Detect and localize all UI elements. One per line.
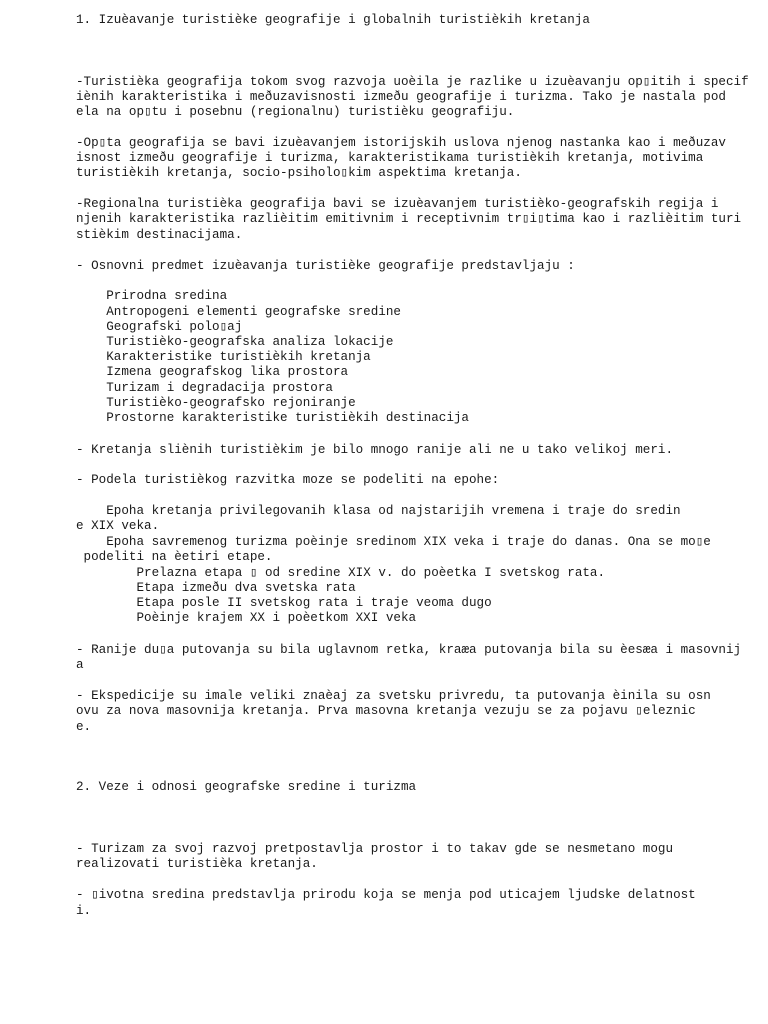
paragraph-line: isnost izmeðu geografije i turizma, karakteristikama turistièkih kretanja, motivima <box>76 151 704 165</box>
paragraph-line: njenih karakteristika razlièitim emitivnim i receptivnim tr▯i▯tima kao i razlièitim turi <box>76 212 742 226</box>
list-item: Prostorne karakteristike turistièkih destinacija <box>76 411 469 425</box>
list-item: Turistièko-geografsko rejoniranje <box>76 396 356 410</box>
section-heading: 1. Izuèavanje turistièke geografije i globalnih turistièkih kretanja <box>76 13 590 27</box>
list-item: Epoha savremenog turizma poèinje sredinom XIX veka i traje do danas. Ona se mo▯e <box>76 535 711 549</box>
paragraph-line: -Regionalna turistièka geografija bavi se izuèavanjem turistièko-geografskih regija i <box>76 197 719 211</box>
sub-list-item: Prelazna etapa ▯ od sredine XIX v. do poèetka I svetskog rata. <box>76 566 606 580</box>
paragraph-line: -Op▯ta geografija se bavi izuèavanjem istorijskih uslova njenog nastanka kao i meðuzav <box>76 136 726 150</box>
list-item: Izmena geografskog lika prostora <box>76 365 349 379</box>
list-item: e XIX veka. <box>76 519 160 533</box>
paragraph-line: - Ranije du▯a putovanja su bila uglavnom retka, kraæa putovanja bila su èesæa i masovnij <box>76 643 742 657</box>
list-item: Epoha kretanja privilegovanih klasa od najstarijih vremena i traje do sredin <box>76 504 681 518</box>
paragraph-line: e. <box>76 720 92 734</box>
paragraph-line: ovu za nova masovnija kretanja. Prva masovna kretanja vezuju se za pojavu ▯eleznic <box>76 704 696 718</box>
paragraph-line: turistièkih kretanja, socio-psiholo▯kim aspektima kretanja. <box>76 166 522 180</box>
paragraph-line: i. <box>76 904 92 918</box>
sub-list-item: Poèinje krajem XX i poèetkom XXI veka <box>76 611 417 625</box>
list-item: Antropogeni elementi geografske sredine <box>76 305 401 319</box>
list-item: Turistièko-geografska analiza lokacije <box>76 335 394 349</box>
section-heading: 2. Veze i odnosi geografske sredine i turizma <box>76 780 417 794</box>
paragraph-line: realizovati turistièka kretanja. <box>76 857 318 871</box>
paragraph-line: -Turistièka geografija tokom svog razvoja uoèila je razlike u izuèavanju op▯itih i specif <box>76 75 749 89</box>
list-item: Prirodna sredina <box>76 289 228 303</box>
paragraph-line: stièkim destinacijama. <box>76 228 243 242</box>
paragraph-line: - ▯ivotna sredina predstavlja prirodu koja se menja pod uticajem ljudske delatnost <box>76 888 696 902</box>
paragraph-line: - Turizam za svoj razvoj pretpostavlja prostor i to takav gde se nesmetano mogu <box>76 842 674 856</box>
paragraph-line: - Kretanja sliènih turistièkim je bilo mnogo ranije ali ne u tako velikoj meri. <box>76 443 674 457</box>
list-item: podeliti na èetiri etape. <box>76 550 273 564</box>
paragraph-line: a <box>76 658 84 672</box>
list-item: Karakteristike turistièkih kretanja <box>76 350 371 364</box>
list-item: Turizam i degradacija prostora <box>76 381 333 395</box>
sub-list-item: Etapa izmeðu dva svetska rata <box>76 581 356 595</box>
paragraph-line: iènih karakteristika i meðuzavisnosti izmeðu geografije i turizma. Tako je nastala pod <box>76 90 726 104</box>
paragraph-line: - Ekspedicije su imale veliki znaèaj za svetsku privredu, ta putovanja èinila su osn <box>76 689 711 703</box>
sub-list-item: Etapa posle II svetskog rata i traje veoma dugo <box>76 596 492 610</box>
paragraph-line: ela na op▯tu i posebnu (regionalnu) turistièku geografiju. <box>76 105 515 119</box>
paragraph-line: - Podela turistièkog razvitka moze se podeliti na epohe: <box>76 473 500 487</box>
paragraph-line: - Osnovni predmet izuèavanja turistièke geografije predstavljaju : <box>76 259 575 273</box>
list-item: Geografski polo▯aj <box>76 320 243 334</box>
